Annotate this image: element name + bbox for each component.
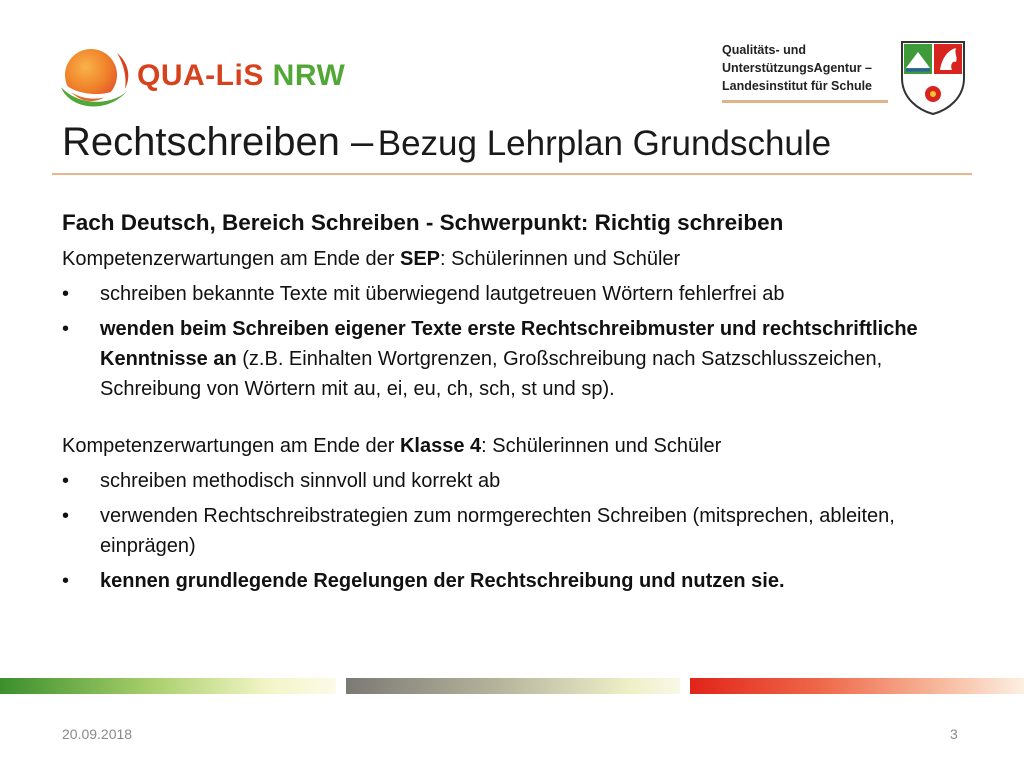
list-item: • schreiben bekannte Texte mit überwiegend lautgetreuen Wörtern fehlerfrei ab bbox=[62, 279, 982, 309]
bullet-icon: • bbox=[62, 318, 70, 340]
bullet-icon: • bbox=[62, 470, 70, 492]
bullet-icon: • bbox=[62, 505, 70, 527]
bullet-icon: • bbox=[62, 283, 70, 305]
list-item: • kennen grundlegende Regelungen der Rechtschreibung und nutzen sie. bbox=[62, 566, 982, 596]
agency-line-3: Landesinstitut für Schule bbox=[722, 79, 873, 93]
list-item: • wenden beim Schreiben eigener Texte erste Rechtschreibmuster und rechtschriftliche Kenntnisse an (z.B. Einhalten Wortgrenzen, Großschreibung nach Satzschlusszeichen, Schreibung von Wörtern mit au, ei, eu, ch, sch, st und sp). bbox=[62, 314, 982, 404]
klasse4-intro: Kompetenzerwartungen am Ende der Klasse 4: Schülerinnen und Schüler bbox=[62, 435, 722, 457]
slide-title-main: Rechtschreiben – bbox=[62, 120, 374, 164]
list-item: • verwenden Rechtschreibstrategien zum normgerechten Schreiben (mitsprechen, ableiten, einprägen) bbox=[62, 501, 982, 561]
footer-bar-red bbox=[690, 678, 1024, 694]
qualis-logo-icon bbox=[55, 43, 133, 115]
slide-body bbox=[62, 208, 982, 601]
footer-bar-green bbox=[0, 678, 336, 694]
qualis-logo bbox=[55, 43, 345, 115]
agency-divider bbox=[722, 100, 888, 103]
sep-list bbox=[62, 279, 982, 404]
agency-name bbox=[722, 41, 882, 95]
footer-date: 20.09.2018 bbox=[62, 726, 133, 742]
bullet-icon: • bbox=[62, 570, 70, 592]
slide-title bbox=[62, 120, 831, 165]
slide-title-sub: Bezug Lehrplan Grundschule bbox=[377, 124, 832, 163]
agency-line-1: Qualitäts- und bbox=[722, 43, 807, 57]
agency-line-2: UnterstützungsAgentur – bbox=[722, 61, 872, 75]
list-item: • schreiben methodisch sinnvoll und korrekt ab bbox=[62, 466, 982, 496]
agency-logo bbox=[722, 38, 968, 116]
title-underline bbox=[52, 173, 972, 175]
klasse4-list bbox=[62, 466, 982, 596]
nrw-crest-icon bbox=[898, 38, 968, 116]
footer-bar-gray bbox=[346, 678, 680, 694]
qualis-logo-text: QUA-LiS NRW bbox=[137, 59, 346, 92]
section-heading: Fach Deutsch, Bereich Schreiben - Schwerpunkt: Richtig schreiben bbox=[62, 210, 784, 235]
page-number: 3 bbox=[950, 726, 958, 742]
sep-intro: Kompetenzerwartungen am Ende der SEP: Schülerinnen und Schüler bbox=[62, 248, 681, 270]
